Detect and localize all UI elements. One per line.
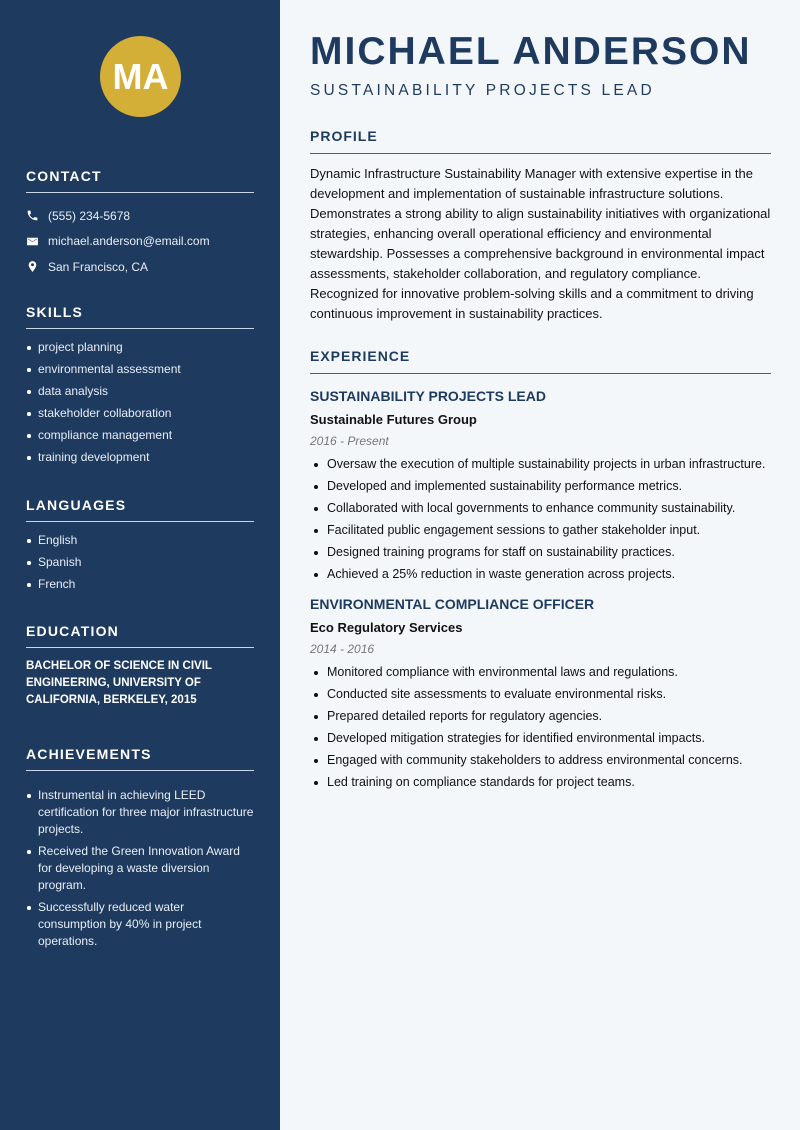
job-bullet: Achieved a 25% reduction in waste generation across projects. <box>310 566 771 584</box>
languages-heading: LANGUAGES <box>26 497 254 522</box>
experience-heading: EXPERIENCE <box>310 348 771 374</box>
job-bullet: Oversaw the execution of multiple sustainability projects in urban infrastructure. <box>310 456 771 474</box>
job-bullet: Collaborated with local governments to enhance community sustainability. <box>310 500 771 518</box>
contact-section <box>26 168 254 280</box>
job-title: SUSTAINABILITY PROJECTS LEAD <box>310 388 546 404</box>
job-bullets <box>310 664 771 792</box>
profile-section <box>310 128 771 324</box>
job-entry <box>310 388 771 584</box>
email-icon <box>26 235 39 248</box>
job-bullets <box>310 456 771 584</box>
skill-item: stakeholder collaboration <box>26 405 254 422</box>
achievement-item: Instrumental in achieving LEED certification for three major infrastructure projects. <box>26 787 254 838</box>
education-heading: EDUCATION <box>26 623 254 648</box>
skills-heading: SKILLS <box>26 304 254 329</box>
contact-email <box>26 229 254 255</box>
job-entry <box>310 596 771 792</box>
education-section <box>26 623 254 709</box>
achievement-item: Successfully reduced water consumption by 40% in project operations. <box>26 899 254 950</box>
skills-list <box>26 339 254 466</box>
job-bullet: Engaged with community stakeholders to address environmental concerns. <box>310 752 771 770</box>
job-bullet: Prepared detailed reports for regulatory agencies. <box>310 708 771 726</box>
contact-location: San Francisco, CA <box>26 254 254 280</box>
location-pin-icon <box>26 260 39 273</box>
job-title: ENVIRONMENTAL COMPLIANCE OFFICER <box>310 595 595 612</box>
skill-item: compliance management <box>26 427 254 444</box>
skill-item: environmental assessment <box>26 361 254 378</box>
skill-item: training development <box>26 449 254 466</box>
job-dates: 2014 - 2016 <box>310 641 375 656</box>
job-bullet: Developed and implemented sustainability performance metrics. <box>310 478 771 496</box>
skill-item: data analysis <box>26 383 254 400</box>
candidate-name: MICHAEL ANDERSON <box>310 30 752 73</box>
achievements-list <box>26 787 254 950</box>
language-item: French <box>26 576 254 593</box>
languages-section <box>26 497 254 598</box>
job-company: Sustainable Futures Group <box>310 412 477 427</box>
language-item: Spanish <box>26 554 254 571</box>
achievement-item: Received the Green Innovation Award for developing a waste diversion program. <box>26 843 254 894</box>
job-bullet: Facilitated public engagement sessions to gather stakeholder input. <box>310 522 771 540</box>
job-bullet: Designed training programs for staff on sustainability practices. <box>310 544 771 562</box>
sidebar <box>0 0 280 1130</box>
languages-list <box>26 532 254 593</box>
phone-icon <box>26 209 39 222</box>
contact-heading: CONTACT <box>26 168 254 193</box>
profile-heading: PROFILE <box>310 128 771 154</box>
avatar: MA <box>100 36 181 117</box>
achievements-section <box>26 746 254 955</box>
skills-section <box>26 304 254 471</box>
contact-phone: (555) 234-5678 <box>26 203 254 229</box>
header <box>310 30 771 100</box>
job-bullet: Monitored compliance with environmental laws and regulations. <box>310 664 771 682</box>
email-link[interactable]: michael.anderson@email.com <box>48 234 210 249</box>
job-bullet: Developed mitigation strategies for identified environmental impacts. <box>310 730 771 748</box>
experience-section <box>310 348 771 796</box>
candidate-title: SUSTAINABILITY PROJECTS LEAD <box>310 82 655 99</box>
achievements-heading: ACHIEVEMENTS <box>26 746 254 771</box>
job-bullet: Conducted site assessments to evaluate environmental risks. <box>310 686 771 704</box>
profile-text: Dynamic Infrastructure Sustainability Manager with extensive expertise in the development and implementation of sustainable infrastructure solutions. Demonstrates a strong ability to align sustainability initiatives with organizational strategies, enhancing overall operational efficiency and environmental stewardship. Possesses a comprehensive background in environmental impact assessments, stakeholder collaboration, and regulatory compliance. Recognized for innovative problem-solving skills and a commitment to driving continuous improvement in sustainability practices. <box>310 166 771 321</box>
job-company: Eco Regulatory Services <box>310 619 463 635</box>
education-entry: BACHELOR OF SCIENCE IN CIVIL ENGINEERING, UNIVERSITY OF CALIFORNIA, BERKELEY, 2015 <box>26 660 212 706</box>
language-item: English <box>26 532 254 549</box>
skill-item: project planning <box>26 339 254 356</box>
job-bullet: Led training on compliance standards for project teams. <box>310 774 771 792</box>
job-dates: 2016 - Present <box>310 434 389 448</box>
